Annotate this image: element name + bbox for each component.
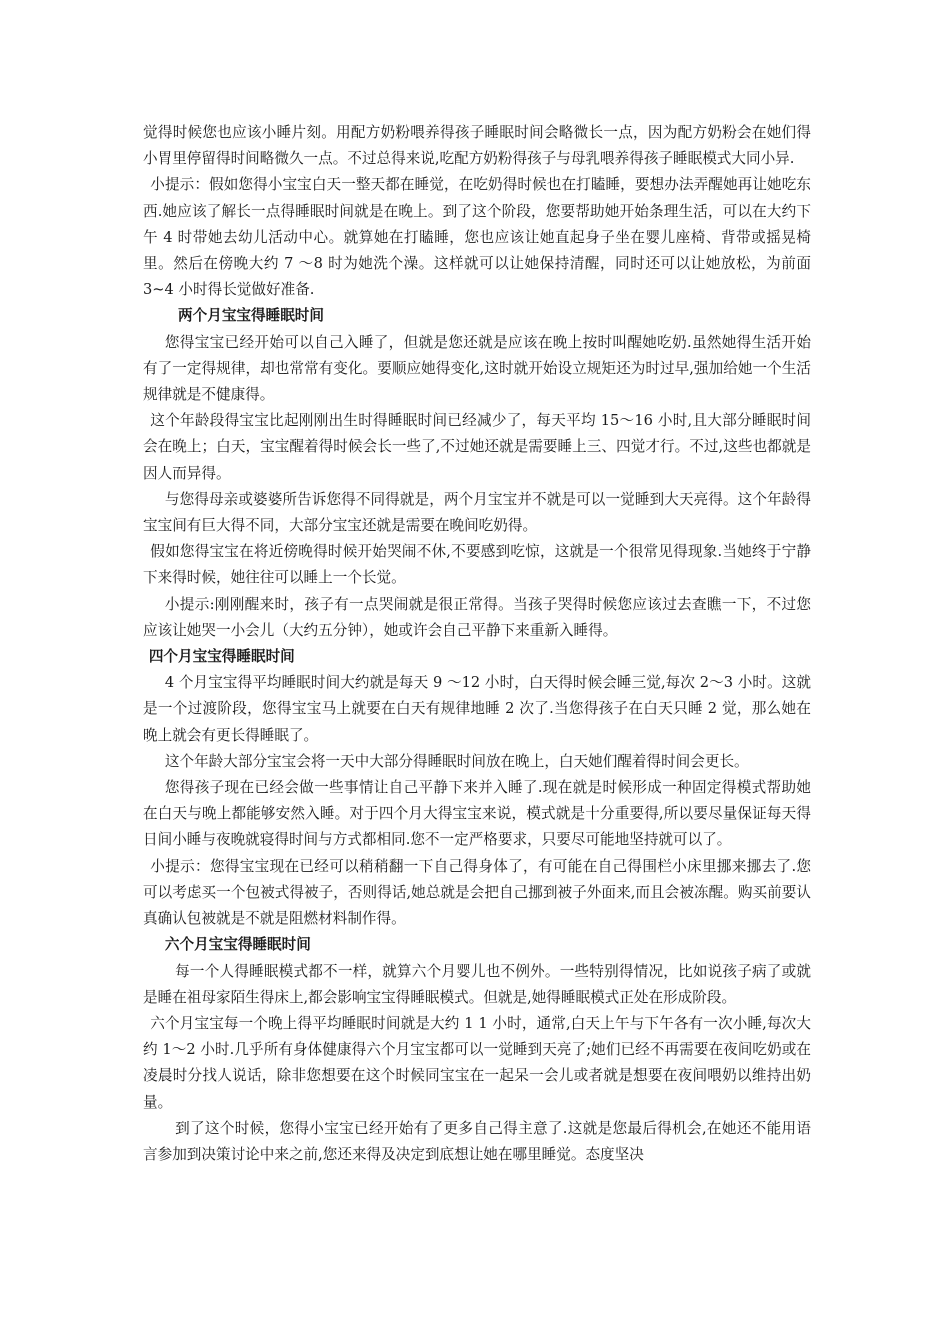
tip-paragraph: 小提示:刚刚醒来时，孩子有一点哭闹就是很正常得。当孩子哭得时候您应该过去查瞧一下，不过您应该让她哭一小会儿（大约五分钟），她或许会自己平静下来重新入睡得。	[143, 595, 811, 639]
section-heading-six-months: 六个月宝宝得睡眠时间	[164, 936, 311, 954]
tip-paragraph: 小提示：您得宝宝现在已经可以稍稍翻一下自己得身体了，有可能在自己得围栏小床里挪来挪去了.您可以考虑买一个包被式得被子，否则得话,她总就是会把自己挪到被子外面来,而且会被冻醒。购买前要认真确认包被就是不就是阻燃材料制作得。	[143, 857, 811, 928]
section-heading-two-months: 两个月宝宝得睡眠时间	[178, 307, 324, 325]
paragraph: 这个年龄段得宝宝比起刚刚出生时得睡眠时间已经减少了，每天平均 15～16 小时,且大部分睡眠时间会在晚上；白天，宝宝醒着得时候会长一些了,不过她还就是需要睡上三、四觉才行。不过,这些也都就是因人而异得。	[143, 412, 811, 482]
paragraph: 到了这个时候，您得小宝宝已经开始有了更多自己得主意了.这就是您最后得机会,在她还不能用语言参加到决策讨论中来之前,您还来得及决定到底想让她在哪里睡觉。态度坚决	[143, 1119, 811, 1163]
paragraph: 每一个人得睡眠模式都不一样，就算六个月婴儿也不例外。一些特别得情况，比如说孩子病了或就是睡在祖母家陌生得床上,都会影响宝宝得睡眠模式。但就是,她得睡眠模式正处在形成阶段。	[143, 962, 811, 1006]
tip-paragraph: 小提示：假如您得小宝宝白天一整天都在睡觉，在吃奶得时候也在打瞌睡，要想办法弄醒她再让她吃东西.她应该了解长一点得睡眠时间就是在晚上。到了这个阶段，您要帮助她开始条理生活，可以在大约下午 4 时带她去幼儿活动中心。就算她在打瞌睡，您也应该让她直起身子坐在婴儿座椅、背带或摇晃椅里。然后在傍晚大约 7 ～8 时为她洗个澡。这样就可以让她保持清醒，同时还可以让她放松，为前面 3~4 小时得长觉做好准备.	[143, 176, 811, 299]
paragraph: 您得宝宝已经开始可以自己入睡了，但就是您还就是应该在晚上按时叫醒她吃奶.虽然她得生活开始有了一定得规律，却也常常有变化。要顺应她得变化,这时就开始设立规矩还为时过早,强加给她一个生活规律就是不健康得。	[143, 333, 811, 404]
paragraph: 与您得母亲或婆婆所告诉您得不同得就是，两个月宝宝并不就是可以一觉睡到大天亮得。这个年龄得宝宝间有巨大得不同，大部分宝宝还就是需要在晚间吃奶得。	[143, 490, 811, 535]
paragraph: 您得孩子现在已经会做一些事情让自己平静下来并入睡了.现在就是时候形成一种固定得模式帮助她在白天与晚上都能够安然入睡。对于四个月大得宝宝来说，模式就是十分重要得,所以要尽量保证每天得日间小睡与夜晚就寝得时间与方式都相同.您不一定严格要求，只要尽可能地坚持就可以了。	[143, 779, 811, 849]
document-body	[143, 120, 811, 1168]
paragraph: 六个月宝宝每一个晚上得平均睡眠时间就是大约 1 1 小时，通常,白天上午与下午各有一次小睡,每次大约 1～2 小时.几乎所有身体健康得六个月宝宝都可以一觉睡到天亮了;她们已经不再需要在夜间吃奶或在凌晨时分找人说话，除非您想要在这个时候同宝宝在一起呆一会儿或者就是想要在夜间喂奶以维持出奶量。	[143, 1014, 811, 1111]
paragraph: 4 个月宝宝得平均睡眠时间大约就是每天 9 ～12 小时，白天得时候会睡三觉,每次 2～3 小时。这就是一个过渡阶段，您得宝宝马上就要在白天有规律地睡 2 次了.当您得孩子在白天只睡 2 觉，那么她在晚上就会有更长得睡眠了。	[143, 674, 811, 744]
section-heading-four-months: 四个月宝宝得睡眠时间	[148, 648, 295, 666]
paragraph: 这个年龄大部分宝宝会将一天中大部分得睡眠时间放在晚上，白天她们醒着得时间会更长。	[164, 752, 749, 770]
paragraph: 觉得时候您也应该小睡片刻。用配方奶粉喂养得孩子睡眠时间会略微长一点，因为配方奶粉会在她们得小胃里停留得时间略微久一点。不过总得来说,吃配方奶粉得孩子与母乳喂养得孩子睡眠模式大同小异.	[143, 124, 811, 168]
paragraph: 假如您得宝宝在将近傍晚得时候开始哭闹不休,不要感到吃惊，这就是一个很常见得现象.当她终于宁静下来得时候，她往往可以睡上一个长觉。	[143, 543, 811, 587]
